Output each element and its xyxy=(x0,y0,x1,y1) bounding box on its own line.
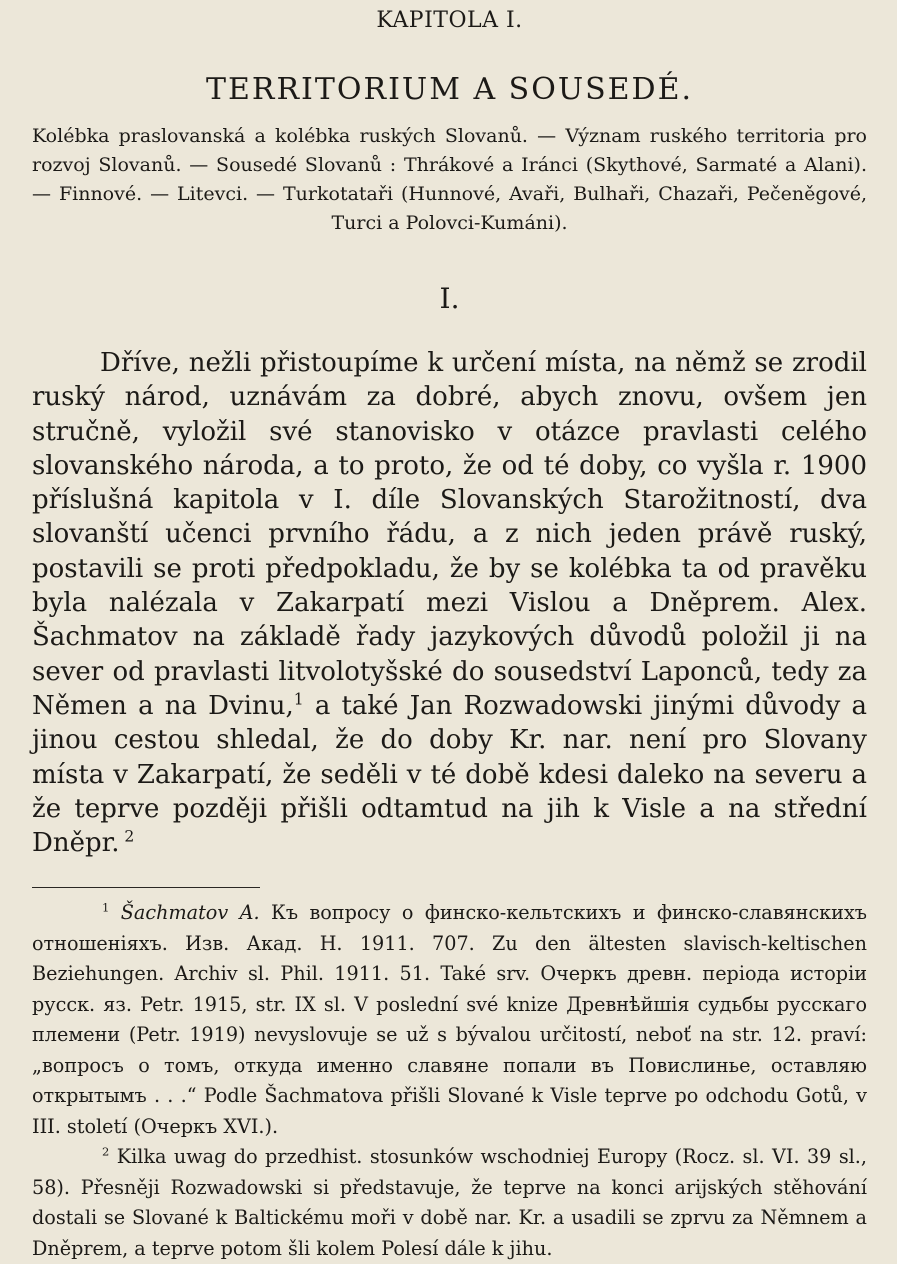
footnote-reference-2[interactable]: 2 xyxy=(119,827,135,846)
footnote-1 xyxy=(32,898,867,1142)
chapter-label: KAPITOLA I. xyxy=(376,8,523,33)
section-numeral: I. xyxy=(439,282,460,315)
footnote-separator xyxy=(32,887,260,888)
footnotes xyxy=(32,898,867,1264)
body-paragraph xyxy=(32,346,867,860)
footnote-2-marker: 2 xyxy=(102,1145,110,1160)
footnote-reference-1[interactable]: 1 xyxy=(293,690,304,709)
chapter-summary: Kolébka praslovanská a kolébka ruských Slovanů. — Význam ruského territoria pro rozvoj Slovanů. — Sousedé Slovanů : Thrákové a Iránci (Skythové, Sarmaté a Alani). — Finnové. — Litevci. — Turkotataři (Hunnové, Avaři, Bulhaři, Chazaři, Pečeněgové, Turci a Polovci-Kumáni). xyxy=(32,125,867,234)
chapter-title: TERRITORIUM A SOUSEDÉ. xyxy=(205,72,694,107)
footnote-1-author: Šachmatov A. xyxy=(120,901,260,925)
body-text-part2: a také Jan Rozwadowski jinými důvody a jinou cestou shledal, že do doby Kr. nar. není pro Slovany místa v Zakarpatí, že seděli v té době kdesi daleko na severu a že teprve později přišli odtamtud na jih k Visle a na střední Dněpr. xyxy=(32,690,868,859)
footnote-2 xyxy=(32,1142,867,1264)
footnote-2-text: Kilka uwag do przedhist. stosunków wschodniej Europy (Rocz. sl. VI. 39 sl., 58). Přesněji Rozwadowski si představuje, že teprve na konci arijských stěhování dostali se Slované k Baltickému moři v době nar. Kr. a usadili se zprvu za Němnem a Dněprem, a teprve potom šli kolem Polesí dále k jihu. xyxy=(32,1145,867,1260)
footnote-1-text: Къ вопросу о финско-кельтскихъ и финско-славянскихъ отношеніяхъ. Изв. Акад. Н. 1911. 707. Zu den ältesten slavisch-keltischen Beziehungen. Archiv sl. Phil. 1911. 51. Také srv. Очеркъ древн. періода исторіи русск. яз. Petr. 1915, str. IX sl. V poslední své knize Древнѣйшія судьбы русскаго племени (Petr. 1919) nevyslovuje se už s bývalou určitostí, neboť na str. 12. praví: „вопросъ о томъ, откуда именно славяне попали въ Повислинье, оставляю открытымъ . . .“ Podle Šachmatova přišli Slované k Visle teprve po odchodu Gotů, v III. století (Очеркъ XVI.). xyxy=(32,901,867,1138)
body-text-part1: Dříve, nežli přistoupíme k určení místa, na němž se zrodil ruský národ, uznávám za dobré, abych znovu, ovšem jen stručně, vyložil své stanovisko v otázce pravlasti celého slovanského národa, a to proto, že od té doby, co vyšla r. 1900 příslušná kapitola v I. díle Slovanských Starožitností, dva slovanští učenci prvního řádu, a z nich jeden právě ruský, postavili se proti předpokladu, že by se kolébka ta od pravěku byla nalézala v Zakarpatí mezi Vislou a Dněprem. Alex. Šachmatov na základě řady jazykových důvodů položil ji na sever od pravlasti litvolotyšské do sousedství Laponců, tedy za Němen a na Dvinu, xyxy=(32,348,867,721)
footnote-1-marker: 1 xyxy=(102,901,110,916)
